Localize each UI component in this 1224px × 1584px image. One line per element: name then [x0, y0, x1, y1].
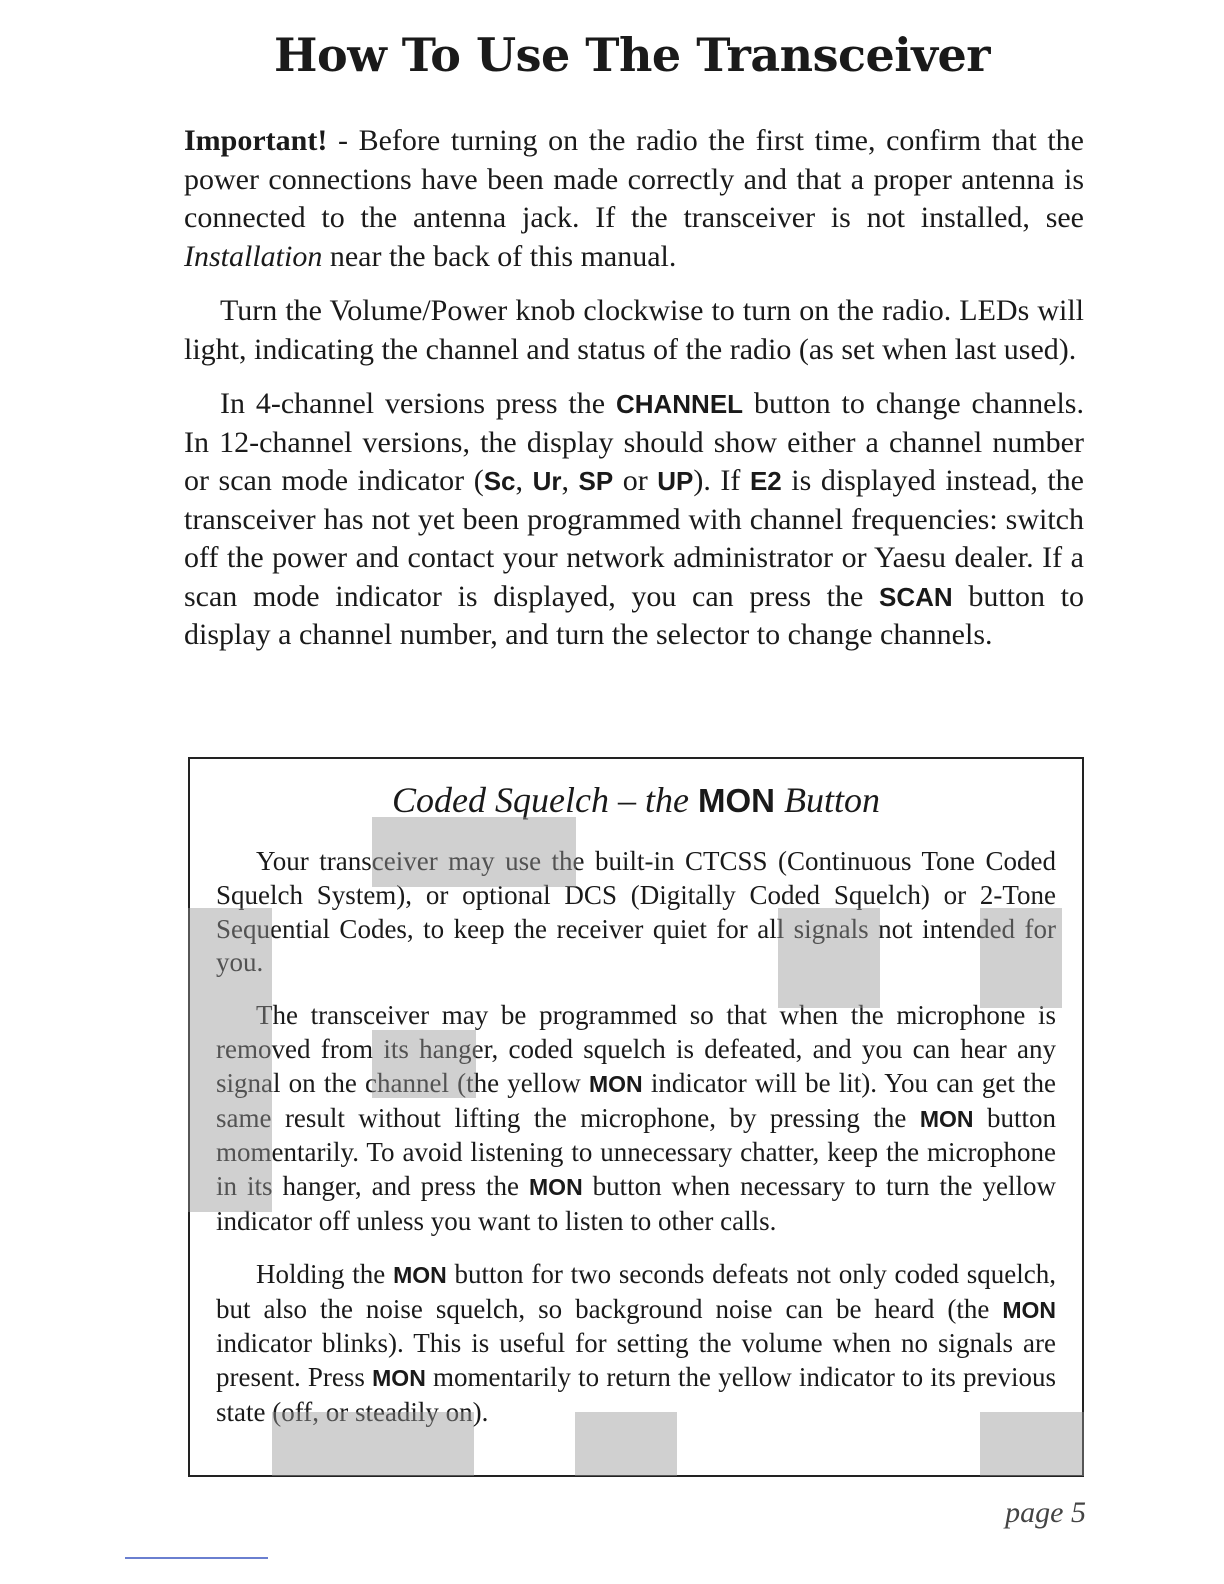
text-run: indicator will be lit). You can get the same result without lifting the microphone, by pressing the: [216, 1067, 1056, 1133]
mon-label: MON: [1002, 1296, 1056, 1323]
text-run: button momentarily. To avoid listening to unnecessary chatter, keep the microphone in its hanger, and press the: [216, 1102, 1056, 1202]
box-title: [190, 779, 1082, 821]
text-run: ,: [561, 464, 579, 497]
text-run: ). If: [693, 464, 750, 497]
text-run: button for two seconds defeats not only coded squelch, but also the noise squelch, so background noise can be heard (the: [216, 1258, 1056, 1324]
ctcss-paragraph: Your transceiver may use the built-in CTCSS (Continuous Tone Coded Squelch System), or optional DCS (Digitally Coded Squelch) or 2-Tone Sequential Codes, to keep the receiver quiet for all signals not intended for you.: [216, 846, 1056, 978]
text-run: - Before turning on the radio the first time, confirm that the power connections have been made correctly and that a proper antenna is connected to the antenna jack. If the transceiver is not installed, see: [184, 124, 1084, 234]
scan-indicator-up: UP: [657, 466, 694, 496]
text-run: or: [613, 464, 658, 497]
footer-rule: [125, 1557, 268, 1559]
text-run: indicator blinks). This is useful for setting the volume when no signals are present. Press: [216, 1328, 1056, 1393]
scan-indicator-sp: SP: [578, 466, 614, 496]
scan-indicator-sc: Sc: [483, 466, 516, 496]
text-run: Button: [774, 780, 880, 820]
gray-overlay-block: [188, 908, 272, 1212]
gray-overlay-block: [272, 1412, 474, 1476]
mon-label: MON: [393, 1261, 447, 1288]
text-run: Coded Squelch – the: [392, 780, 698, 820]
important-paragraph: [184, 122, 1084, 276]
text-run: button to change channels. In 12-channel versions, the display should show either a channel number or scan mode indicator (: [184, 387, 1084, 497]
mon-label: MON: [588, 1070, 643, 1097]
important-label: Important!: [184, 124, 328, 157]
box-body: [216, 845, 1056, 1449]
text-run: button to display a channel number, and turn the selector to change channels.: [184, 579, 1084, 651]
text-run: near the back of this manual.: [322, 239, 677, 273]
text-run: Holding the: [256, 1258, 394, 1289]
coded-squelch-box: [188, 757, 1084, 1477]
text-run: is displayed instead, the transceiver has not yet been programmed with channel frequencies: switch off the power and contact your network administrator or Yaesu dealer. If a scan mode indicator is displayed, you can press the: [184, 464, 1084, 613]
text-run: ,: [515, 464, 533, 497]
gray-overlay-block: [575, 1412, 677, 1476]
mon-label: MON: [372, 1365, 426, 1392]
scan-button-label: SCAN: [878, 581, 953, 612]
mon-label: MON: [529, 1174, 583, 1201]
gray-overlay-block: [372, 1030, 476, 1098]
channel-paragraph: [184, 385, 1084, 655]
gray-overlay-block: [778, 908, 880, 1008]
text-run: In 4-channel versions press the: [220, 387, 616, 420]
intro-section: [184, 122, 1084, 671]
scan-indicator-ur: Ur: [532, 466, 562, 496]
gray-overlay-block: [980, 908, 1062, 1008]
mon-label: MON: [919, 1105, 974, 1132]
installation-reference: Installation: [184, 239, 323, 273]
holding-mon-paragraph: [216, 1258, 1056, 1430]
gray-overlay-block: [372, 817, 576, 887]
page-number: page 5: [1005, 1496, 1086, 1529]
page-title: How To Use The Transceiver: [274, 28, 990, 82]
power-paragraph: Turn the Volume/Power knob clockwise to turn on the radio. LEDs will light, indicating the channel and status of the radio (as set when last used).: [184, 294, 1084, 366]
gray-overlay-block: [980, 1412, 1084, 1476]
channel-button-label: CHANNEL: [615, 389, 744, 419]
text-run: momentarily to return the yellow indicator to its previous state (off, or steadily on).: [216, 1362, 1056, 1427]
text-run: The transceiver may be programmed so that when the microphone is removed from its hanger, coded squelch is defeated, and you can hear any signal on the channel (the yellow: [216, 1000, 1056, 1098]
error-code-e2: E2: [749, 466, 782, 496]
text-run: button when necessary to turn the yellow indicator off unless you want to listen to other calls.: [216, 1171, 1056, 1236]
microphone-paragraph: [216, 999, 1056, 1239]
mon-label: MON: [697, 782, 775, 819]
